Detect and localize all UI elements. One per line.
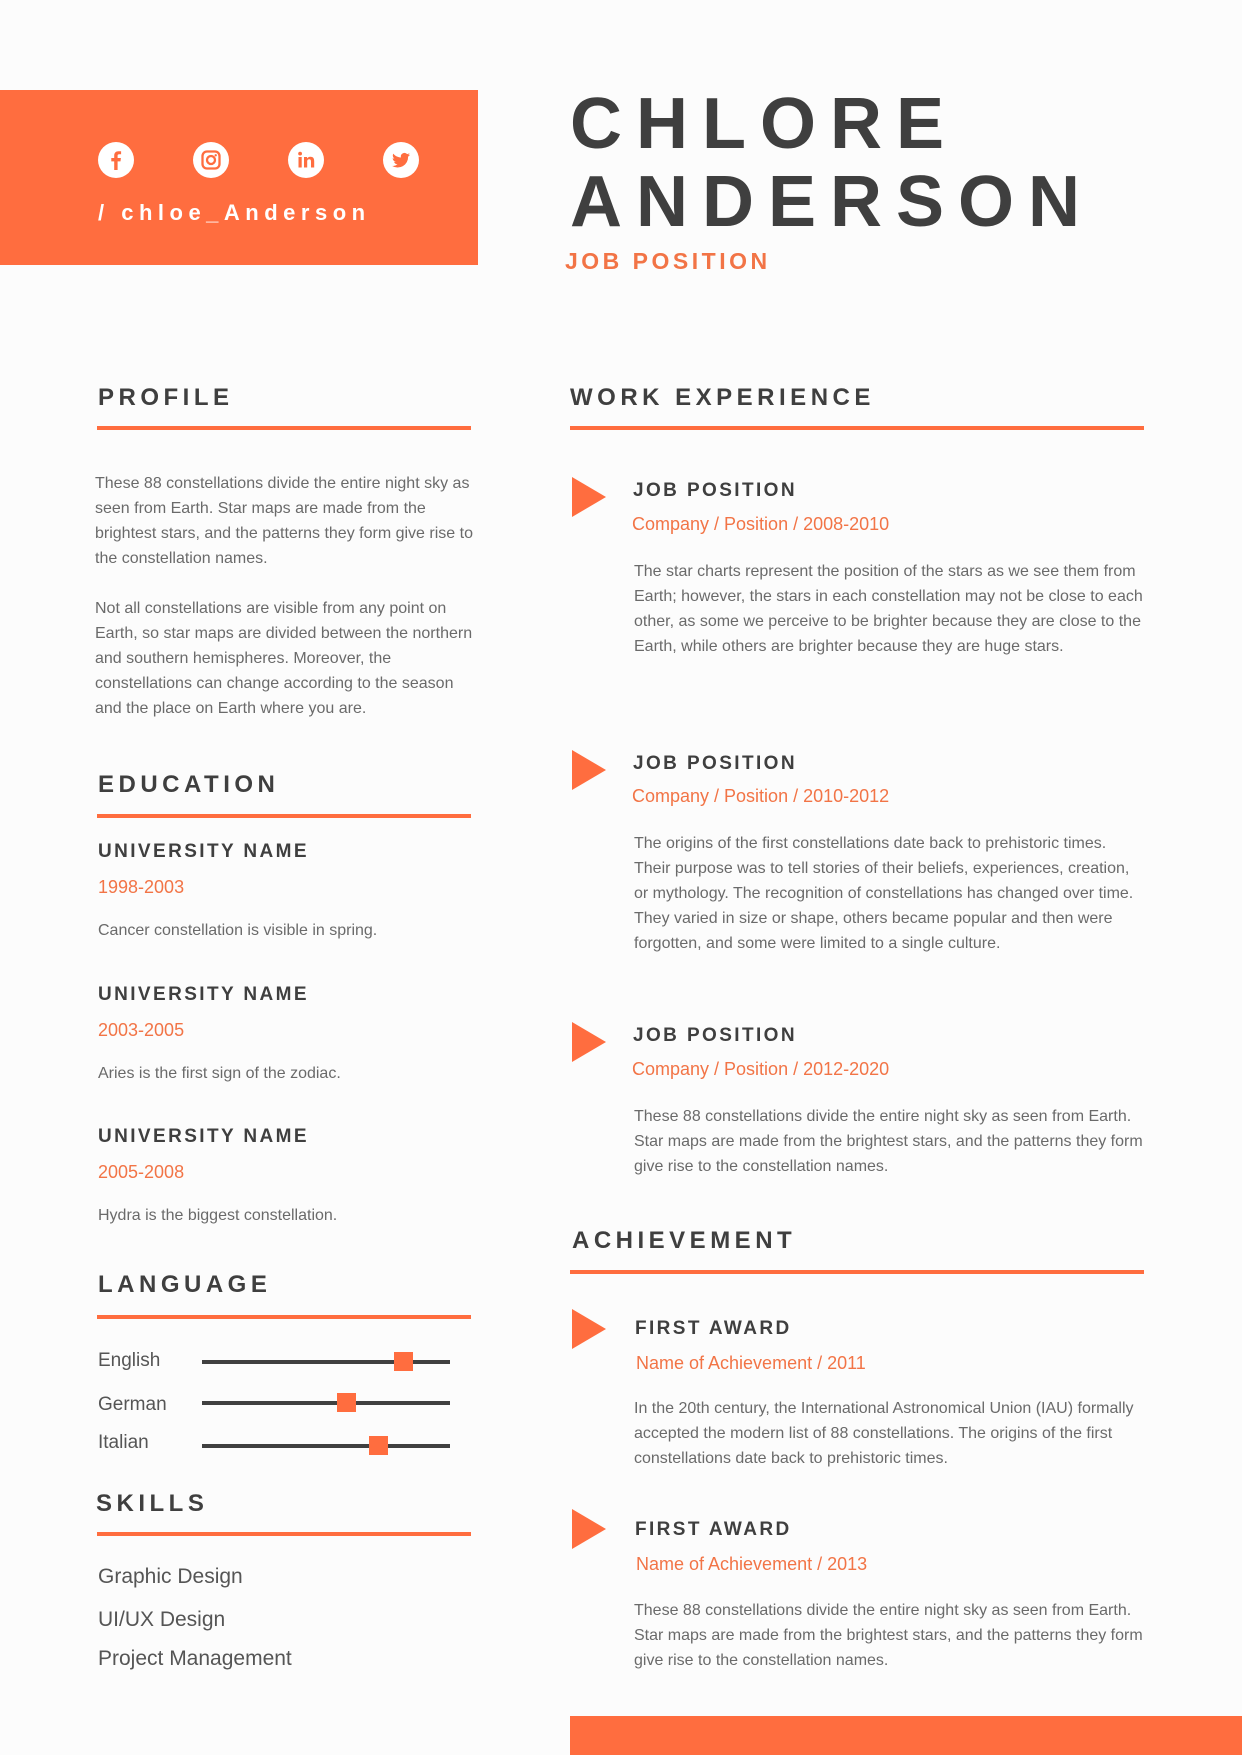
instagram-icon[interactable] <box>193 142 229 178</box>
language-level-marker <box>337 1393 356 1412</box>
education-years: 2005-2008 <box>98 1162 185 1182</box>
work-job-description: The star charts represent the position of the stars as we see them from Earth; however, the stars in each constellation may not be close to each other, as some we perceive to be brighter because they are close to the Earth, while others are brighter because they are huge stars. <box>634 563 1143 655</box>
triangle-bullet-icon <box>572 477 606 517</box>
skills-divider <box>97 1532 471 1536</box>
work-job-description: The origins of the first constellations date back to prehistoric times. Their purpose was to tell stories of their beliefs, experiences, creation, or mythology. The recognition of constellations has changed over time. They varied in size or shape, others became popular and then were forgotten, and some were limited to a single culture. <box>634 835 1134 952</box>
work-job-meta: Company / Position / 2008-2010 <box>632 514 890 534</box>
language-level-italian <box>202 1444 450 1448</box>
work-job-meta: Company / Position / 2012-2020 <box>632 1059 890 1079</box>
achievement-heading: ACHIEVEMENT <box>572 1227 797 1254</box>
education-note: Hydra is the biggest constellation. <box>98 1207 338 1224</box>
social-handle: / chloe_Anderson <box>98 200 371 225</box>
triangle-bullet-icon <box>572 1022 606 1062</box>
achievement-meta: Name of Achievement / 2013 <box>636 1554 868 1574</box>
language-label-italian: Italian <box>98 1432 149 1453</box>
education-note: Cancer constellation is visible in spring. <box>98 922 378 939</box>
work-job-title: JOB POSITION <box>633 480 797 501</box>
education-school-name: UNIVERSITY NAME <box>98 1126 309 1147</box>
profile-paragraph-2: Not all constellations are visible from any point on Earth, so star maps are divided between the northern and southern hemispheres. Moreover, the constellations can change according to the season and the place on Earth where you are. <box>95 600 473 717</box>
achievement-title: FIRST AWARD <box>635 1318 792 1339</box>
name-first: CHLORE <box>570 84 958 164</box>
skills-heading: SKILLS <box>96 1490 209 1517</box>
work-job-title: JOB POSITION <box>633 1025 797 1046</box>
education-heading: EDUCATION <box>98 771 280 798</box>
language-level-english <box>202 1360 450 1364</box>
work-job-title: JOB POSITION <box>633 753 797 774</box>
triangle-bullet-icon <box>572 750 606 790</box>
language-divider <box>97 1315 471 1319</box>
achievement-title: FIRST AWARD <box>635 1519 792 1540</box>
education-years: 1998-2003 <box>98 877 185 897</box>
profile-paragraph-1: These 88 constellations divide the entire night sky as seen from Earth. Star maps are made from the brightest stars, and the patterns they form give rise to the constellation names. <box>95 475 473 567</box>
achievement-description: These 88 constellations divide the entire night sky as seen from Earth. Star maps are made from the brightest stars, and the patterns they form give rise to the constellation names. <box>634 1602 1143 1669</box>
job-position-subtitle: JOB POSITION <box>565 248 771 274</box>
education-divider <box>97 814 471 818</box>
twitter-icon[interactable] <box>383 142 419 178</box>
facebook-icon[interactable] <box>98 142 134 178</box>
education-years: 2003-2005 <box>98 1020 185 1040</box>
footer-accent-bar <box>570 1716 1242 1755</box>
language-label-english: English <box>98 1350 161 1371</box>
work-experience-divider <box>570 426 1144 430</box>
work-experience-heading: WORK EXPERIENCE <box>570 384 875 411</box>
profile-heading: PROFILE <box>98 384 234 411</box>
language-label-german: German <box>98 1394 167 1415</box>
social-header-block <box>0 90 478 265</box>
education-school-name: UNIVERSITY NAME <box>98 984 309 1005</box>
work-job-meta: Company / Position / 2010-2012 <box>632 786 890 806</box>
education-school-name: UNIVERSITY NAME <box>98 841 309 862</box>
name-last: ANDERSON <box>570 162 1095 242</box>
achievement-meta: Name of Achievement / 2011 <box>636 1353 866 1373</box>
education-note: Aries is the first sign of the zodiac. <box>98 1065 341 1082</box>
linkedin-icon[interactable] <box>288 142 324 178</box>
language-level-marker <box>369 1436 388 1455</box>
profile-divider <box>97 426 471 430</box>
work-job-description: These 88 constellations divide the entire night sky as seen from Earth. Star maps are made from the brightest stars, and the patterns they form give rise to the constellation names. <box>634 1108 1143 1175</box>
achievement-divider <box>570 1270 1144 1274</box>
achievement-description: In the 20th century, the International Astronomical Union (IAU) formally accepted the modern list of 88 constellations. The origins of the first constellations date back to prehistoric times. <box>634 1400 1134 1467</box>
triangle-bullet-icon <box>572 1309 606 1349</box>
language-level-marker <box>394 1352 413 1371</box>
skill-item: Project Management <box>98 1647 292 1670</box>
skill-item: UI/UX Design <box>98 1608 226 1631</box>
skill-item: Graphic Design <box>98 1565 243 1588</box>
triangle-bullet-icon <box>572 1509 606 1549</box>
language-level-german <box>202 1401 450 1405</box>
language-heading: LANGUAGE <box>98 1271 272 1298</box>
